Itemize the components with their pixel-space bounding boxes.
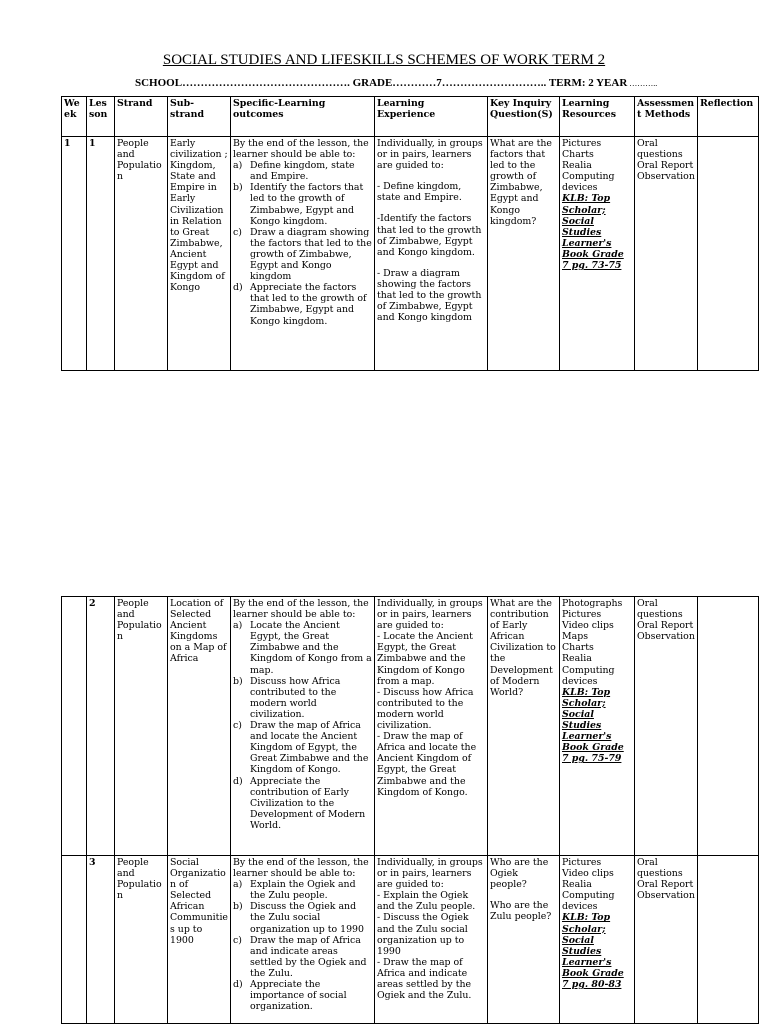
- exp-item: - Draw the map of Africa and locate the Ancient Kingdom of Egypt, the Great Zimbabwe and the Kingdom of Kongo.: [377, 731, 477, 798]
- table-row: [62, 137, 759, 371]
- cell-week: 1: [62, 137, 87, 371]
- header-substrand: Sub-strand: [168, 97, 231, 137]
- cell-slo: [231, 856, 375, 1024]
- book-reference: KLB: Top Scholar; Social Studies Learner's Book Grade 7 pg. 80-83: [562, 912, 624, 991]
- cell-reflection: [698, 137, 759, 371]
- exp-intro: Individually, in groups or in pairs, learners are guided to:: [377, 598, 483, 632]
- header-assessment: Assessment Methods: [635, 97, 698, 137]
- cell-assessment: Oral questions Oral Report Observation: [635, 856, 698, 1024]
- scheme-table-page-2: [61, 596, 759, 1024]
- cell-substrand: Location of Selected Ancient Kingdoms on a Map of Africa: [168, 597, 231, 856]
- slo-list: [233, 879, 372, 1012]
- list-item: b) Discuss how Africa contributed to the modern world civilization.: [233, 675, 341, 720]
- list-item: d) Appreciate the factors that led to the growth of Zimbabwe, Egypt and Kongo kingdom.: [233, 282, 367, 327]
- cell-slo: [231, 137, 375, 371]
- list-item: b) Identify the factors that led to the growth of Zimbabwe, Egypt and Kongo kingdom.: [233, 182, 364, 227]
- cell-week: [62, 597, 87, 856]
- cell-substrand: Early civilization ; Kingdom, State and Empire in Early Civilization in Relation to Great Zimbabwe, Ancient Egypt and Kingdom of Kongo: [168, 137, 231, 371]
- list-item: a) Define kingdom, state and Empire.: [233, 160, 355, 183]
- table-header-row: [62, 97, 759, 137]
- cell-substrand: Social Organization of Selected African Communities up to 1900: [168, 856, 231, 1024]
- exp-item: - Draw the map of Africa and indicate areas settled by the Ogiek and the Zulu.: [377, 956, 472, 1002]
- kiq-item: Who are the Zulu people?: [490, 900, 552, 923]
- header-strand: Strand: [115, 97, 168, 137]
- kiq-item: What are the factors that led to the growth of Zimbabwe, Egypt and Kongo kingdom?: [490, 138, 552, 227]
- slo-list: [233, 160, 372, 326]
- list-item: c) Draw the map of Africa and locate the Ancient Kingdom of Egypt, the Great Zimbabwe and the Kingdom of Kongo.: [233, 720, 369, 776]
- kiq-item: What are the contribution of Early African Civilization to the Development of Modern World?: [490, 598, 556, 698]
- book-reference: KLB: Top Scholar; Social Studies Learner's Book Grade 7 pg. 75-79: [562, 686, 624, 765]
- cell-lesson: 3: [87, 856, 115, 1024]
- cell-slo: [231, 597, 375, 856]
- header-slo: Specific-Learning outcomes: [231, 97, 375, 137]
- list-item: a) Explain the Ogiek and the Zulu people.: [233, 879, 356, 902]
- book-reference: KLB: Top Scholar; Social Studies Learner's Book Grade 7 pg. 73-75: [562, 193, 624, 272]
- header-lesson: Lesson: [87, 97, 115, 137]
- slo-intro: By the end of the lesson, the learner should be able to:: [233, 857, 369, 880]
- header-reflection: Reflection: [698, 97, 759, 137]
- cell-reflection: [698, 856, 759, 1024]
- exp-item: - Discuss how Africa contributed to the modern world civilization.: [377, 686, 474, 732]
- cell-kiq: [488, 137, 560, 371]
- cell-strand: People and Population: [115, 597, 168, 856]
- table-row: [62, 856, 759, 1024]
- exp-item: - Discuss the Ogiek and the Zulu social organization up to 1990: [377, 912, 469, 957]
- header-week: Week: [62, 97, 87, 137]
- list-item: c) Draw the map of Africa and indicate areas settled by the Ogiek and the Zulu.: [233, 934, 367, 979]
- header-kiq: Key Inquiry Question(S): [488, 97, 560, 137]
- cell-kiq: [488, 597, 560, 856]
- list-item: d) Appreciate the contribution of Early Civilization to the Development of Modern World.: [233, 775, 366, 831]
- list-item: d) Appreciate the importance of social organization.: [233, 979, 347, 1013]
- exp-item: - Locate the Ancient Egypt, the Great Zimbabwe and the Kingdom of Kongo from a map.: [377, 631, 473, 687]
- cell-assessment: Oral questions Oral Report Observation: [635, 597, 698, 856]
- cell-week: [62, 856, 87, 1024]
- header-experience: Learning Experience: [375, 97, 488, 137]
- list-item: b) Discuss the Ogiek and the Zulu social organization up to 1990: [233, 901, 364, 935]
- cell-experience: [375, 137, 488, 371]
- header-resources: Learning Resources: [560, 97, 635, 137]
- document-subtitle: [135, 77, 657, 89]
- slo-intro: By the end of the lesson, the learner should be able to:: [233, 138, 369, 161]
- slo-list: [233, 620, 372, 831]
- table-row: [62, 597, 759, 856]
- cell-assessment: Oral questions Oral Report Observation: [635, 137, 698, 371]
- cell-resources: Pictures Video clips Realia Computing devices KLB: Top Scholar; Social Studies Learner's Book Grade 7 pg. 80-83: [560, 856, 635, 1024]
- exp-item: - Explain the Ogiek and the Zulu people.: [377, 890, 476, 913]
- cell-experience: [375, 856, 488, 1024]
- subtitle-fields: SCHOOL………………………………………. GRADE…………7……………………….. TERM: 2 YEAR: [135, 77, 628, 89]
- exp-item: -Identify the factors that led to the growth of Zimbabwe, Egypt and Kongo kingdom.: [377, 213, 482, 258]
- slo-intro: By the end of the lesson, the learner should be able to:: [233, 598, 369, 621]
- cell-resources: Pictures Charts Realia Computing devices KLB: Top Scholar; Social Studies Learner's Book Grade 7 pg. 73-75: [560, 137, 635, 371]
- list-item: c) Draw a diagram showing the factors that led to the growth of Zimbabwe, Egypt and Kongo kingdom: [233, 226, 372, 283]
- cell-resources: Photographs Pictures Video clips Maps Charts Realia Computing devices KLB: Top Scholar; Social Studies Learner's Book Grade 7 pg. 75-79: [560, 597, 635, 856]
- exp-intro: Individually, in groups or in pairs, learners are guided to:: [377, 857, 483, 891]
- exp-item: - Define kingdom, state and Empire.: [377, 181, 462, 204]
- subtitle-trail: ………..: [627, 79, 658, 88]
- cell-lesson: 2: [87, 597, 115, 856]
- cell-experience: [375, 597, 488, 856]
- cell-strand: People and Population: [115, 137, 168, 371]
- exp-intro: Individually, in groups or in pairs, learners are guided to:: [377, 138, 483, 172]
- scheme-table-page-1: [61, 96, 759, 371]
- document-title: SOCIAL STUDIES AND LIFESKILLS SCHEMES OF WORK TERM 2: [162, 52, 606, 68]
- cell-reflection: [698, 597, 759, 856]
- cell-kiq: [488, 856, 560, 1024]
- exp-item: - Draw a diagram showing the factors that led to the growth of Zimbabwe, Egypt and Kongo kingdom: [377, 267, 482, 324]
- list-item: a) Locate the Ancient Egypt, the Great Zimbabwe and the Kingdom of Kongo from a map.: [233, 620, 372, 676]
- cell-strand: People and Population: [115, 856, 168, 1024]
- cell-lesson: 1: [87, 137, 115, 371]
- kiq-item: Who are the Ogiek people?: [490, 857, 549, 891]
